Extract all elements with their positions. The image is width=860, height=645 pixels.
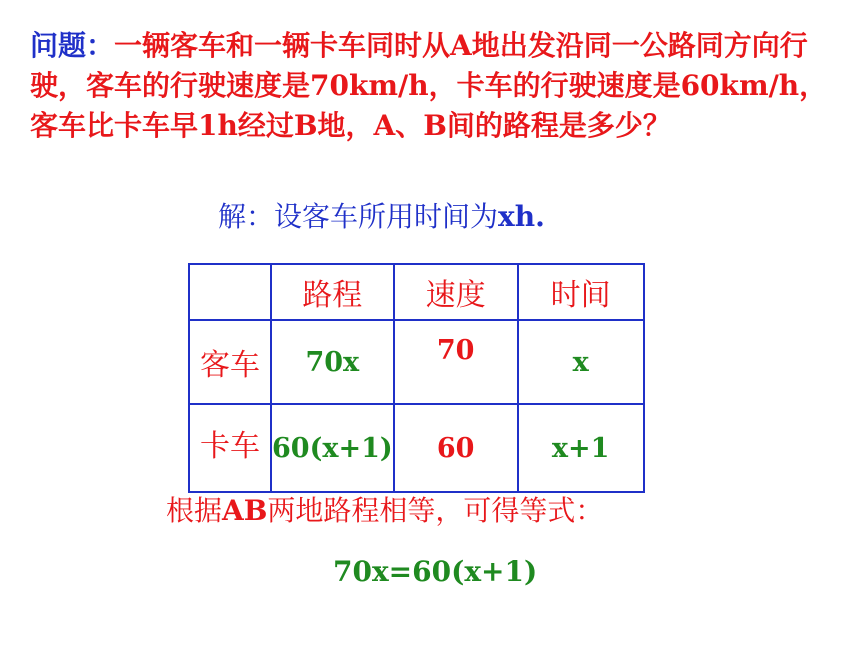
data-table <box>188 263 645 493</box>
table-header-row <box>189 264 644 320</box>
conclusion-highlight: AB <box>222 494 268 527</box>
problem-label: 问题： <box>30 29 115 62</box>
row-label-bus: 客车 <box>189 320 271 404</box>
table-header-empty <box>189 264 271 320</box>
truck-speed: 60 <box>394 404 518 492</box>
bus-distance: 70x <box>271 320 394 404</box>
table-header-time: 时间 <box>518 264 644 320</box>
row-label-truck: 卡车 <box>189 404 271 492</box>
problem-text: 一辆客车和一辆卡车同时从A地出发沿同一公路同方向行驶，客车的行驶速度是70km/h，卡车的行驶速度是60km/h，客车比卡车早1h经过B地，A、B间的路程是多少？ <box>30 29 828 142</box>
conclusion-prefix: 根据 <box>166 494 223 527</box>
solution-text: 解：设客车所用时间为 <box>218 200 499 233</box>
table-row <box>189 404 644 492</box>
solution-setup <box>218 197 545 237</box>
conclusion-line <box>166 491 603 531</box>
truck-distance: 60(x+1) <box>271 404 394 492</box>
problem-statement <box>30 26 830 146</box>
table-header-distance: 路程 <box>271 264 394 320</box>
truck-time: x+1 <box>518 404 644 492</box>
solution-variable: xh. <box>498 200 545 233</box>
bus-time: x <box>518 320 644 404</box>
bus-speed: 70 <box>394 320 518 404</box>
equation: 70x=60(x+1) <box>333 555 538 588</box>
conclusion-suffix: 两地路程相等，可得等式： <box>267 494 604 527</box>
table-row <box>189 320 644 404</box>
table-header-speed: 速度 <box>394 264 518 320</box>
